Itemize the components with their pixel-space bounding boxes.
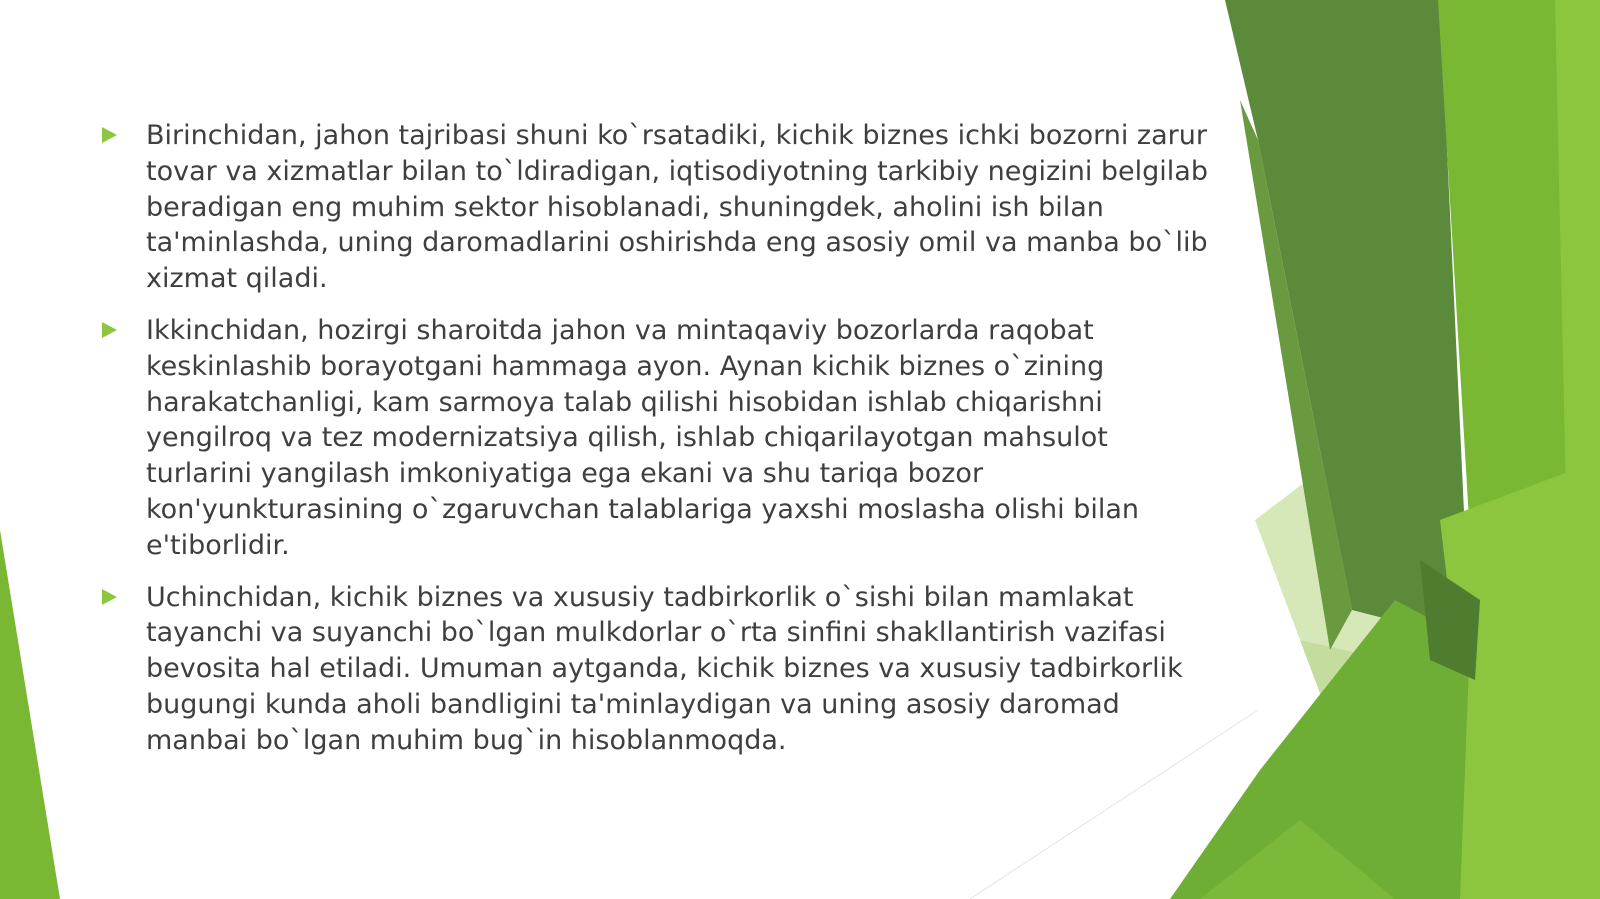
- bullet-item-2: [100, 313, 1210, 564]
- bullet-text-2: Ikkinchidan, hozirgi sharoitda jahon va mintaqaviy bozorlarda raqobat keskinlashib borayotgani hammaga ayon. Aynan kichik biznes o`zining harakatchanligi, kam sarmoya talab qilishi hisobidan ishlab chiqarishni yengilroq va tez modernizatsiya qilish, ishlab chiqarilayotgan mahsulot turlarini yangilash imkoniyatiga ega ekani va shu tariqa bozor kon'yunkturasining o`zgaruvchan talablariga yaxshi moslasha olishi bilan e'tiborlidir.: [146, 314, 1140, 561]
- bullet-list: [100, 118, 1210, 775]
- triangle-right-icon: [102, 127, 117, 143]
- triangle-right-icon: [102, 322, 117, 338]
- bullet-item-3: [100, 580, 1210, 759]
- triangle-right-icon: [102, 589, 117, 605]
- bullet-item-1: [100, 118, 1210, 297]
- bullet-text-1: Birinchidan, jahon tajribasi shuni ko`rsatadiki, kichik biznes ichki bozorni zarur tovar va xizmatlar bilan to`ldiradigan, iqtisodiyotning tarkibiy negizini belgilab beradigan eng muhim sektor hisoblanadi, shuningdek, aholini ish bilan ta'minlashda, uning daromadlarini oshirishda eng asosiy omil va manba bo`lib xizmat qiladi.: [146, 120, 1208, 295]
- left-green-shape: [0, 530, 60, 899]
- dark-green-band: [1225, 0, 1470, 640]
- bullet-text-3: Uchinchidan, kichik biznes va xususiy tadbirkorlik o`sishi bilan mamlakat tayanchi va suyanchi bo`lgan mulkdorlar o`rta sinfini shakllantirish vazifasi bevosita hal etiladi. Umuman aytganda, kichik biznes va xususiy tadbirkorlik bugungi kunda aholi bandligini ta'minlaydigan va uning asosiy daromad manbai bo`lgan muhim bug`in hisoblanmoqda.: [146, 581, 1183, 756]
